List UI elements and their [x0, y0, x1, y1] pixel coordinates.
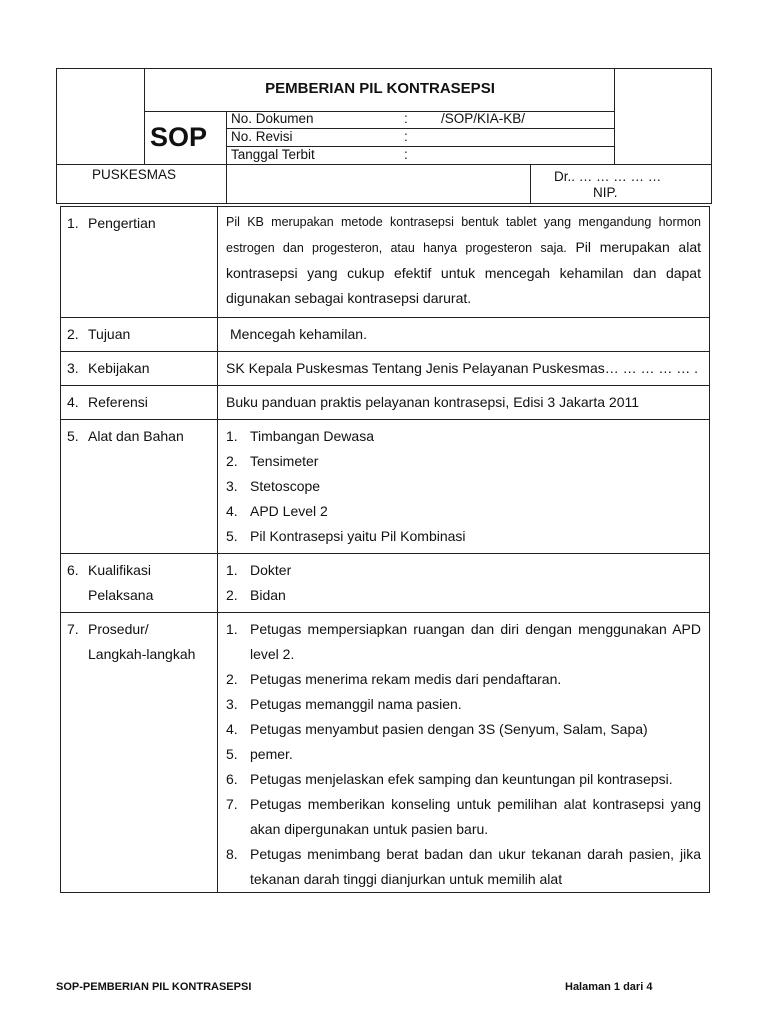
- pengertian-text-small: Pil KB merupakan metode kontrasepsi bentuk tablet yang mengandung hormon estrogen dan progesteron, atau hanya progesteron saja.: [226, 215, 701, 255]
- row-label: [61, 352, 218, 386]
- list-item: 4. Petugas menyambut pasien dengan 3S (Senyum, Salam, Sapa): [226, 721, 648, 737]
- meta-sep: :: [404, 147, 408, 162]
- row-content-referensi: [218, 386, 710, 420]
- row-content-kebijakan: [218, 352, 710, 386]
- meta-label-no-dokumen: No. Dokumen: [231, 111, 314, 126]
- signer-name: Dr.. … … … … …: [554, 169, 662, 184]
- list-item: 7. Petugas memberikan konseling untuk pemilihan alat kontrasepsi yang akan dipergunakan untuk pasien baru.: [226, 796, 701, 837]
- list-item: 1. Timbangan Dewasa: [226, 428, 374, 444]
- list-item: 2. Petugas menerima rekam medis dari pendaftaran.: [226, 671, 562, 687]
- table-row: [61, 613, 710, 893]
- list-item: 3. Stetoscope: [226, 478, 321, 494]
- header-divider: [57, 164, 711, 165]
- meta-value-no-dokumen: /SOP/KIA-KB/: [441, 111, 526, 126]
- table-row: [61, 352, 710, 386]
- row-number: 6.: [67, 562, 79, 578]
- row-label: [61, 613, 218, 893]
- meta-label-no-revisi: No. Revisi: [231, 129, 293, 144]
- signer-nip: NIP.: [593, 185, 618, 200]
- alat-list: [226, 424, 701, 549]
- row-content-kualifikasi: [218, 554, 710, 613]
- row-label-text: Langkah-langkah: [88, 646, 196, 662]
- row-label-text: Pengertian: [88, 215, 156, 231]
- header-divider: [144, 111, 614, 112]
- list-item: 1. Dokter: [226, 562, 292, 578]
- list-item: 1. Petugas mempersiapkan ruangan dan diri dengan menggunakan APD level 2.: [226, 621, 701, 662]
- table-row: [61, 207, 710, 318]
- table-row: [61, 386, 710, 420]
- list-item: 6. Petugas menjelaskan efek samping dan keuntungan pil kontrasepsi.: [226, 771, 673, 787]
- kebijakan-text: SK Kepala Puskesmas Tentang Jenis Pelayanan Puskesmas… … … … … .: [226, 360, 699, 376]
- row-label: [61, 420, 218, 554]
- row-number: 1.: [67, 215, 79, 231]
- header-divider: [530, 164, 531, 203]
- prosedur-list: [226, 617, 701, 892]
- list-item: 2. Tensimeter: [226, 453, 319, 469]
- row-label-text: Referensi: [88, 394, 148, 410]
- referensi-text: Buku panduan praktis pelayanan kontrasepsi, Edisi 3 Jakarta 2011: [226, 394, 640, 410]
- row-content-alat: [218, 420, 710, 554]
- kualifikasi-list: [226, 558, 701, 608]
- meta-label-tanggal-terbit: Tanggal Terbit: [231, 147, 315, 162]
- row-content-prosedur: [218, 613, 710, 893]
- header-divider: [226, 111, 227, 203]
- tujuan-text: Mencegah kehamilan.: [230, 326, 367, 342]
- footer-page-number: Halaman 1 dari 4: [565, 981, 653, 993]
- document-title: PEMBERIAN PIL KONTRASEPSI: [265, 80, 495, 97]
- row-label: [61, 207, 218, 318]
- footer-document-name: SOP-PEMBERIAN PIL KONTRASEPSI: [56, 981, 252, 993]
- row-label-text: Prosedur/: [88, 621, 149, 637]
- org-name: PUSKESMAS: [92, 167, 177, 182]
- sop-logo-text: SOP: [150, 122, 208, 152]
- meta-sep: :: [404, 111, 408, 126]
- header-divider: [144, 69, 145, 164]
- row-label-text: Tujuan: [88, 326, 131, 342]
- row-number: 2.: [67, 326, 79, 342]
- row-number: 5.: [67, 428, 79, 444]
- row-label-text: Kebijakan: [88, 360, 150, 376]
- sop-body-table: [60, 206, 710, 893]
- list-item: 3. Petugas memanggil nama pasien.: [226, 696, 462, 712]
- row-label-text: Alat dan Bahan: [88, 428, 184, 444]
- list-item: 4. APD Level 2: [226, 503, 328, 519]
- table-row: [61, 420, 710, 554]
- meta-sep: :: [404, 129, 408, 144]
- row-number: 4.: [67, 394, 79, 410]
- row-content-pengertian: [218, 207, 710, 318]
- row-content-tujuan: [218, 318, 710, 352]
- row-label-text: Kualifikasi: [88, 562, 152, 578]
- pengertian-text: Pil merupakan alat kontrasepsi yang cukup efektif untuk mencegah kehamilan dan dapat digunakan sebagai kontrasepsi darurat.: [226, 239, 701, 306]
- table-row: [61, 554, 710, 613]
- row-label: [61, 386, 218, 420]
- row-number: 3.: [67, 360, 79, 376]
- list-item: 5. pemer.: [226, 746, 293, 762]
- row-label: [61, 318, 218, 352]
- table-row: [61, 318, 710, 352]
- row-number: 7.: [67, 621, 79, 637]
- row-label: [61, 554, 218, 613]
- list-item: 5. Pil Kontrasepsi yaitu Pil Kombinasi: [226, 528, 466, 544]
- header-divider: [614, 69, 615, 164]
- row-label-text: Pelaksana: [88, 587, 154, 603]
- list-item: 2. Bidan: [226, 587, 286, 603]
- list-item: 8. Petugas menimbang berat badan dan ukur tekanan darah pasien, jika tekanan darah tinggi dianjurkan untuk memilih alat: [226, 846, 701, 887]
